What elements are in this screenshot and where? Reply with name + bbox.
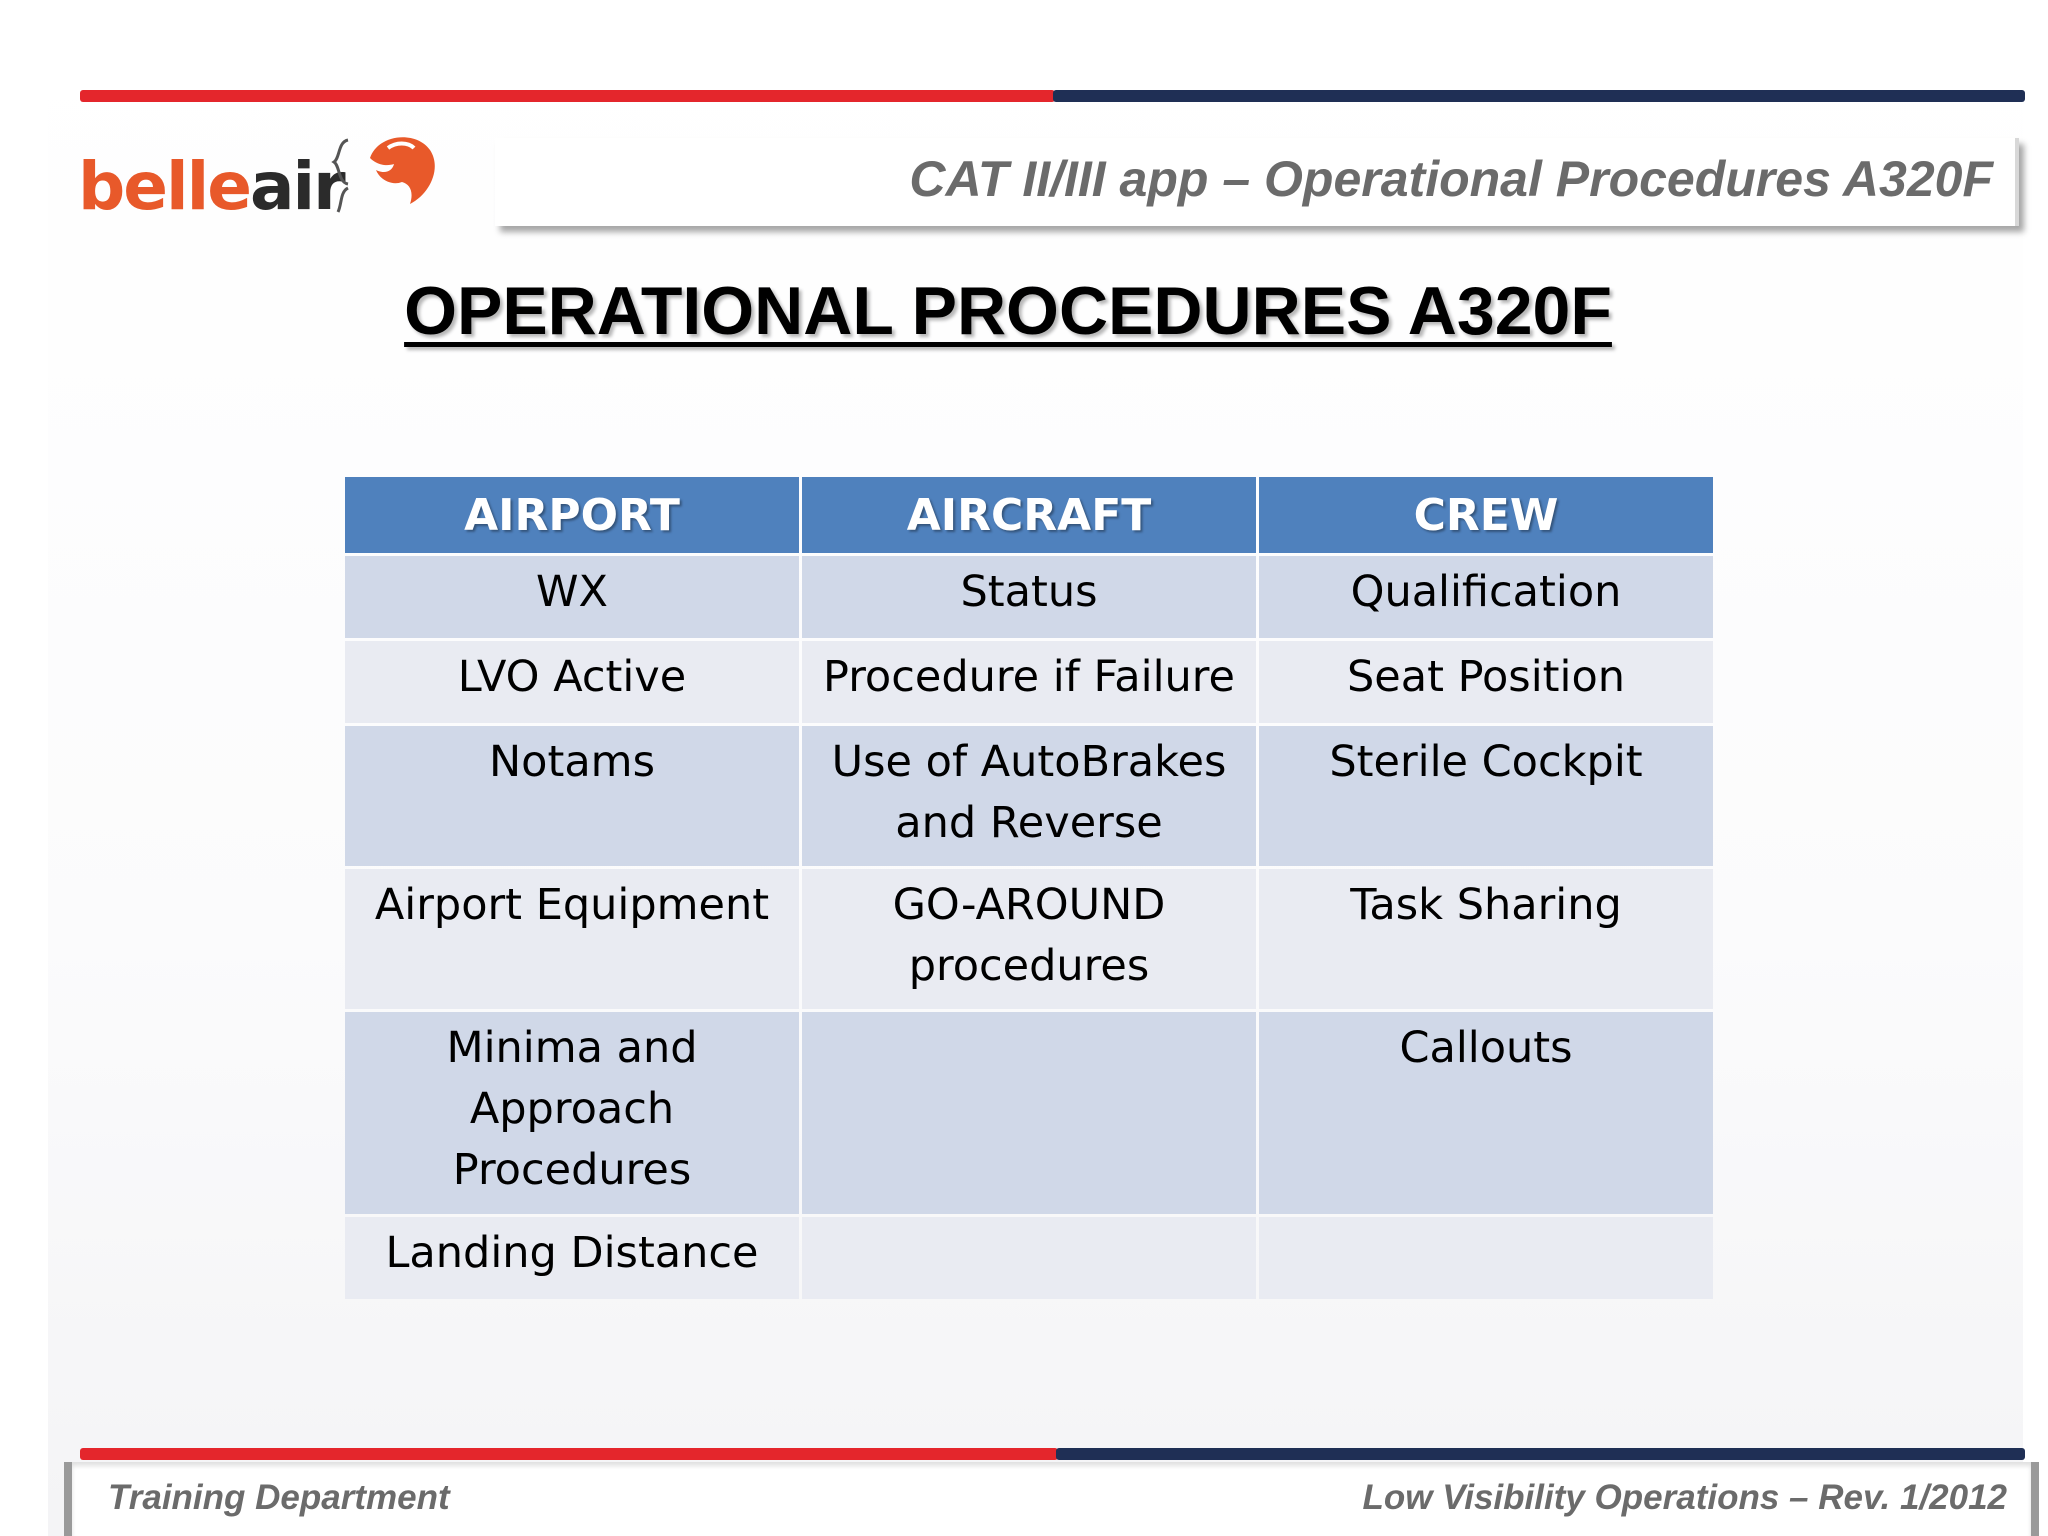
column-header-airport: AIRPORT bbox=[345, 477, 799, 553]
top-rule-navy bbox=[1053, 90, 2025, 102]
footer-department: Training Department bbox=[108, 1478, 450, 1517]
table-cell bbox=[802, 1012, 1256, 1214]
table-row bbox=[345, 641, 1713, 723]
table-cell: Procedure if Failure bbox=[802, 641, 1256, 723]
bottom-rule-red bbox=[80, 1448, 1058, 1460]
column-header-aircraft: AIRCRAFT bbox=[802, 477, 1256, 553]
table-cell bbox=[1259, 1217, 1713, 1299]
page-title: OPERATIONAL PROCEDURES A320F bbox=[404, 273, 1612, 349]
top-rule-red bbox=[80, 90, 1055, 102]
table-row bbox=[345, 1012, 1713, 1214]
footer-banner bbox=[64, 1462, 2039, 1536]
bottom-rule-navy bbox=[1056, 1448, 2025, 1460]
table-cell: Status bbox=[802, 556, 1256, 638]
table-cell: Airport Equipment bbox=[345, 869, 799, 1009]
table-cell: Task Sharing bbox=[1259, 869, 1713, 1009]
belleair-logo bbox=[78, 128, 448, 228]
table-header-row bbox=[345, 477, 1713, 553]
table-row bbox=[345, 556, 1713, 638]
table-cell: Notams bbox=[345, 726, 799, 866]
column-header-crew: CREW bbox=[1259, 477, 1713, 553]
table-cell: Qualification bbox=[1259, 556, 1713, 638]
table-cell: Landing Distance bbox=[345, 1217, 799, 1299]
header-banner bbox=[495, 138, 2019, 226]
logo-wordmark-belle: belle bbox=[78, 148, 251, 225]
table-cell: LVO Active bbox=[345, 641, 799, 723]
operational-procedures-table bbox=[342, 474, 1716, 1302]
table-row bbox=[345, 869, 1713, 1009]
table-cell: Sterile Cockpit bbox=[1259, 726, 1713, 866]
table-cell: GO-AROUND procedures bbox=[802, 869, 1256, 1009]
footer-revision: Low Visibility Operations – Rev. 1/2012 bbox=[1362, 1478, 2007, 1517]
table-cell: Seat Position bbox=[1259, 641, 1713, 723]
table-cell: Minima and Approach Procedures bbox=[345, 1012, 799, 1214]
table-cell: Callouts bbox=[1259, 1012, 1713, 1214]
table-cell bbox=[802, 1217, 1256, 1299]
table-row bbox=[345, 726, 1713, 866]
table-row bbox=[345, 1217, 1713, 1299]
logo-wordmark bbox=[78, 148, 344, 225]
table-cell: WX bbox=[345, 556, 799, 638]
header-title: CAT II/III app – Operational Procedures A320F bbox=[909, 151, 1993, 207]
logo-wordmark-air: air bbox=[250, 148, 344, 225]
table-cell: Use of AutoBrakes and Reverse bbox=[802, 726, 1256, 866]
